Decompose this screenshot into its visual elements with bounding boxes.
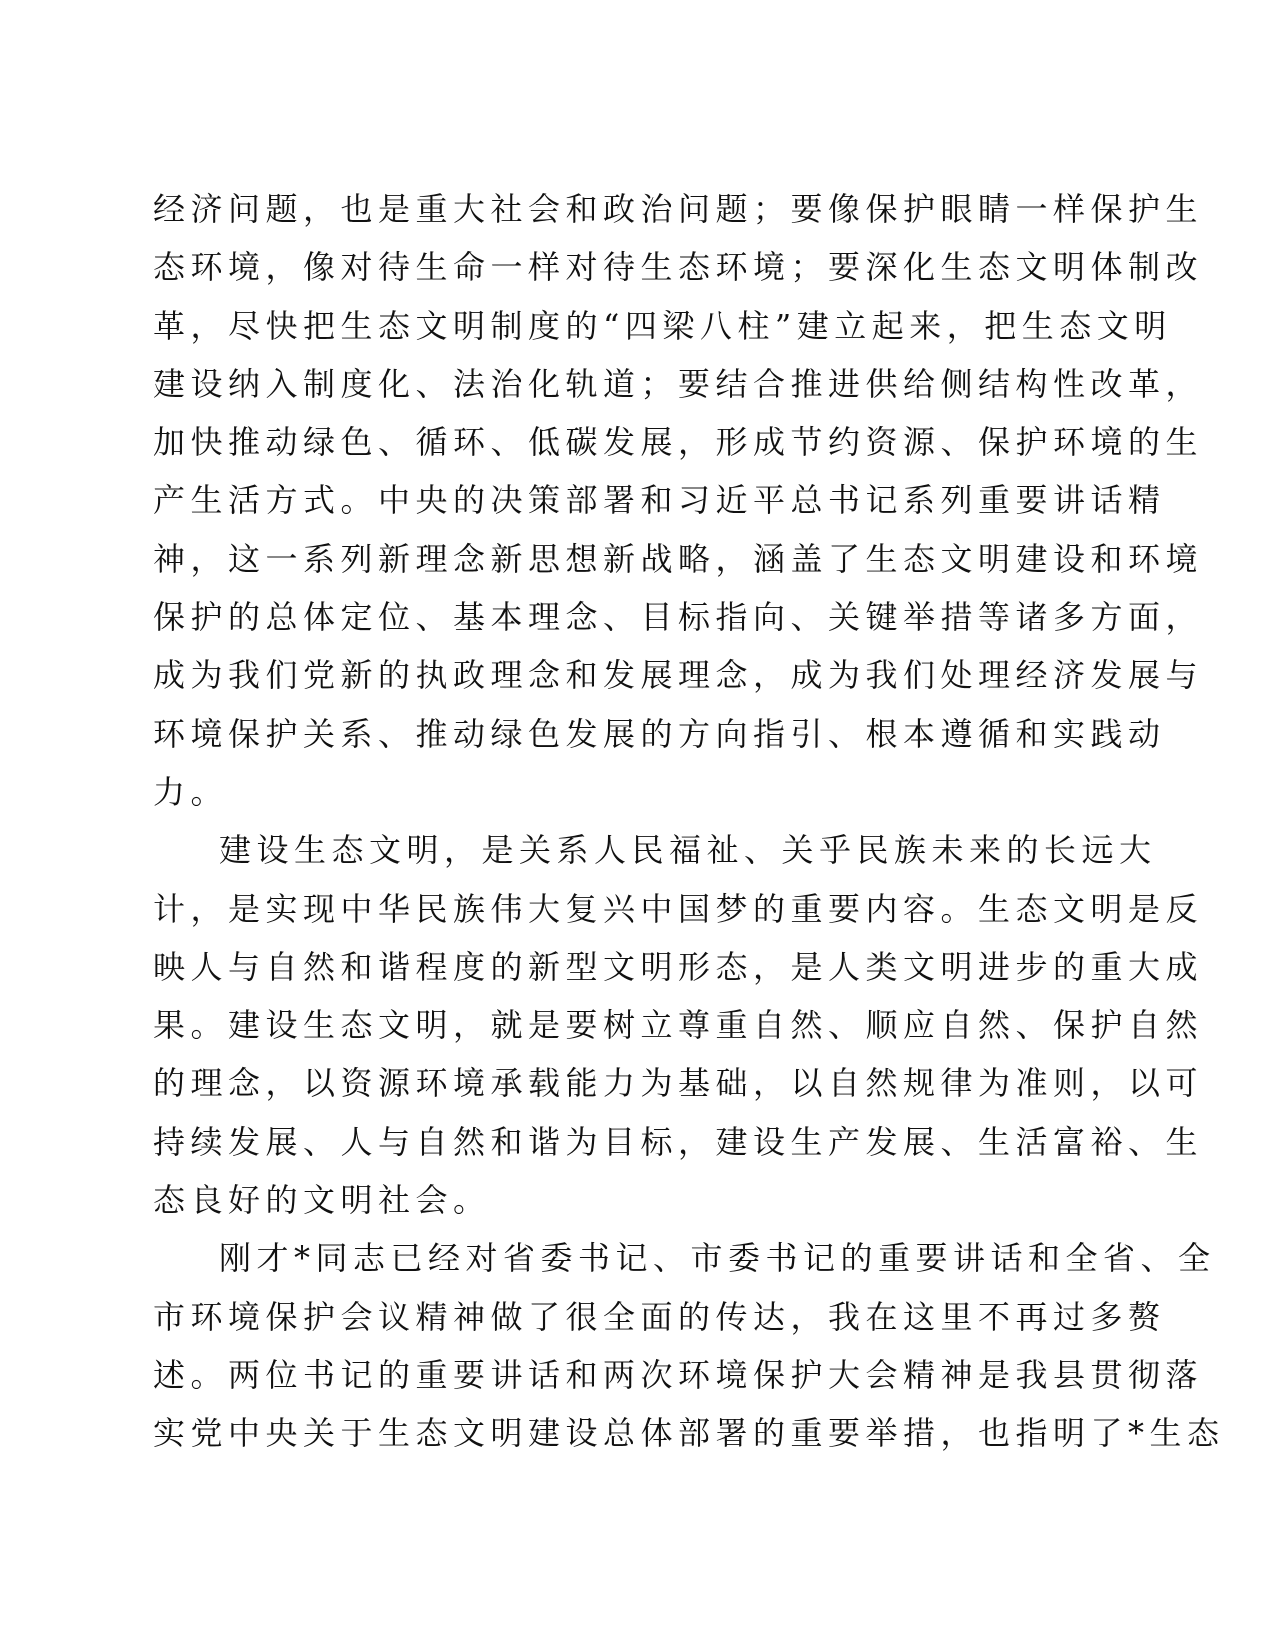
text-line: 态良好的文明社会。 (153, 1181, 491, 1220)
text-line: 果。建设生态文明，就是要树立尊重自然、顺应自然、保护自然 (153, 1006, 1204, 1045)
text-line: 产生活方式。中央的决策部署和习近平总书记系列重要讲话精 (153, 481, 1166, 520)
text-line: 映人与自然和谐程度的新型文明形态，是人类文明进步的重大成 (153, 947, 1204, 986)
paragraph-start-line: 刚才*同志已经对省委书记、市委书记的重要讲话和全省、全 (219, 1239, 1216, 1278)
text-line: 建设纳入制度化、法治化轨道；要结合推进供给侧结构性改革， (153, 364, 1204, 403)
text-line: 成为我们党新的执政理念和发展理念，成为我们处理经济发展与 (153, 656, 1204, 695)
text-line: 计，是实现中华民族伟大复兴中国梦的重要内容。生态文明是反 (153, 889, 1204, 928)
text-line: 保护的总体定位、基本理念、目标指向、关键举措等诸多方面， (153, 598, 1204, 637)
text-line: 经济问题，也是重大社会和政治问题；要像保护眼睛一样保护生 (153, 190, 1204, 228)
text-line: 实党中央关于生态文明建设总体部署的重要举措，也指明了*生态 (153, 1414, 1225, 1453)
text-line: 市环境保护会议精神做了很全面的传达，我在这里不再过多赘 (153, 1297, 1166, 1336)
text-line: 态环境，像对待生命一样对待生态环境；要深化生态文明体制改 (153, 248, 1204, 287)
text-line: 环境保护关系、推动绿色发展的方向指引、根本遵循和实践动 (153, 714, 1166, 753)
text-line: 神，这一系列新理念新思想新战略，涵盖了生态文明建设和环境 (153, 539, 1204, 578)
text-line: 持续发展、人与自然和谐为目标，建设生产发展、生活富裕、生 (153, 1122, 1204, 1161)
text-line: 力。 (153, 772, 229, 811)
text-line: 革，尽快把生态文明制度的“四梁八柱”建立起来，把生态文明 (153, 306, 1172, 345)
text-line: 加快推动绿色、循环、低碳发展，形成节约资源、保护环境的生 (153, 423, 1204, 462)
document-body (153, 180, 1225, 1463)
paragraph-start-line: 建设生态文明，是关系人民福祉、关乎民族未来的长远大 (219, 831, 1157, 870)
text-line: 的理念，以资源环境承载能力为基础，以自然规律为准则，以可 (153, 1064, 1204, 1103)
text-line: 述。两位书记的重要讲话和两次环境保护大会精神是我县贯彻落 (153, 1355, 1204, 1394)
